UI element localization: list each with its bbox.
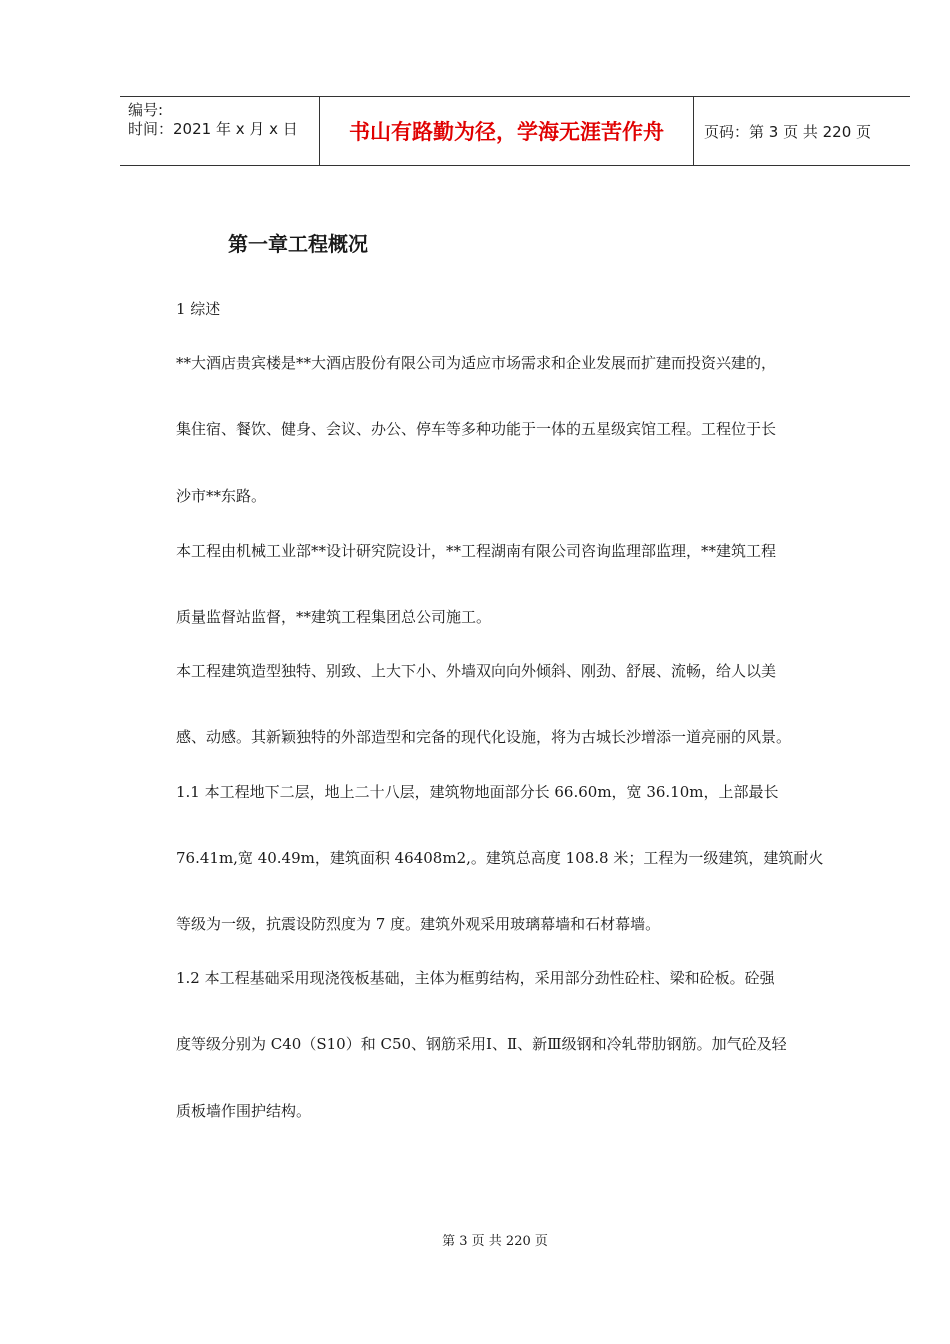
body-line: 1 综述 — [176, 300, 221, 318]
body-line: 集住宿、餐饮、健身、会议、办公、停车等多种功能于一体的五星级宾馆工程。工程位于长 — [176, 420, 777, 438]
body-line: 度等级分别为 C40（S10）和 C50、钢筋采用Ⅰ、Ⅱ、新Ⅲ级钢和冷轧带肋钢筋。加气砼及轻 — [176, 1035, 787, 1053]
header-motto: 书山有路勤为径，学海无涯苦作舟 — [320, 97, 694, 165]
body-line: 沙市**东路。 — [176, 487, 267, 505]
body-line: 等级为一级，抗震设防烈度为 7 度。建筑外观采用玻璃幕墙和石材幕墙。 — [176, 915, 661, 933]
body-line: **大酒店贵宾楼是**大酒店股份有限公司为适应市场需求和企业发展而扩建而投资兴建的， — [176, 354, 777, 372]
header-meta — [120, 97, 320, 165]
body-line: 本工程由机械工业部**设计研究院设计，**工程湖南有限公司咨询监理部监理，**建筑工程 — [176, 542, 777, 560]
page-header — [120, 96, 910, 166]
body-line: 感、动感。其新颖独特的外部造型和完备的现代化设施，将为古城长沙增添一道亮丽的风景。 — [176, 728, 792, 746]
body-line: 1.1 本工程地下二层，地上二十八层，建筑物地面部分长 66.60m，宽 36.10m，上部最长 — [176, 783, 779, 801]
body-line: 质量监督站监督，**建筑工程集团总公司施工。 — [176, 608, 492, 626]
page-footer: 第 3 页 共 220 页 — [442, 1234, 548, 1249]
header-page-info: 页码：第 3 页 共 220 页 — [704, 122, 872, 141]
body-line: 1.2 本工程基础采用现浇筏板基础，主体为框剪结构，采用部分劲性砼柱、梁和砼板。砼强 — [176, 969, 775, 987]
doc-time-label: 时间：2021 年 x 月 x 日 — [128, 120, 298, 138]
chapter-title: 第一章工程概况 — [228, 232, 368, 256]
body-line: 76.41m,宽 40.49m，建筑面积 46408m2,。建筑总高度 108.8 米；工程为一级建筑，建筑耐火 — [176, 849, 824, 867]
body-line: 质板墙作围护结构。 — [176, 1102, 312, 1120]
body-line: 本工程建筑造型独特、别致、上大下小、外墙双向向外倾斜、刚劲、舒展、流畅，给人以美 — [176, 662, 777, 680]
doc-number-label: 编号: — [128, 101, 164, 119]
